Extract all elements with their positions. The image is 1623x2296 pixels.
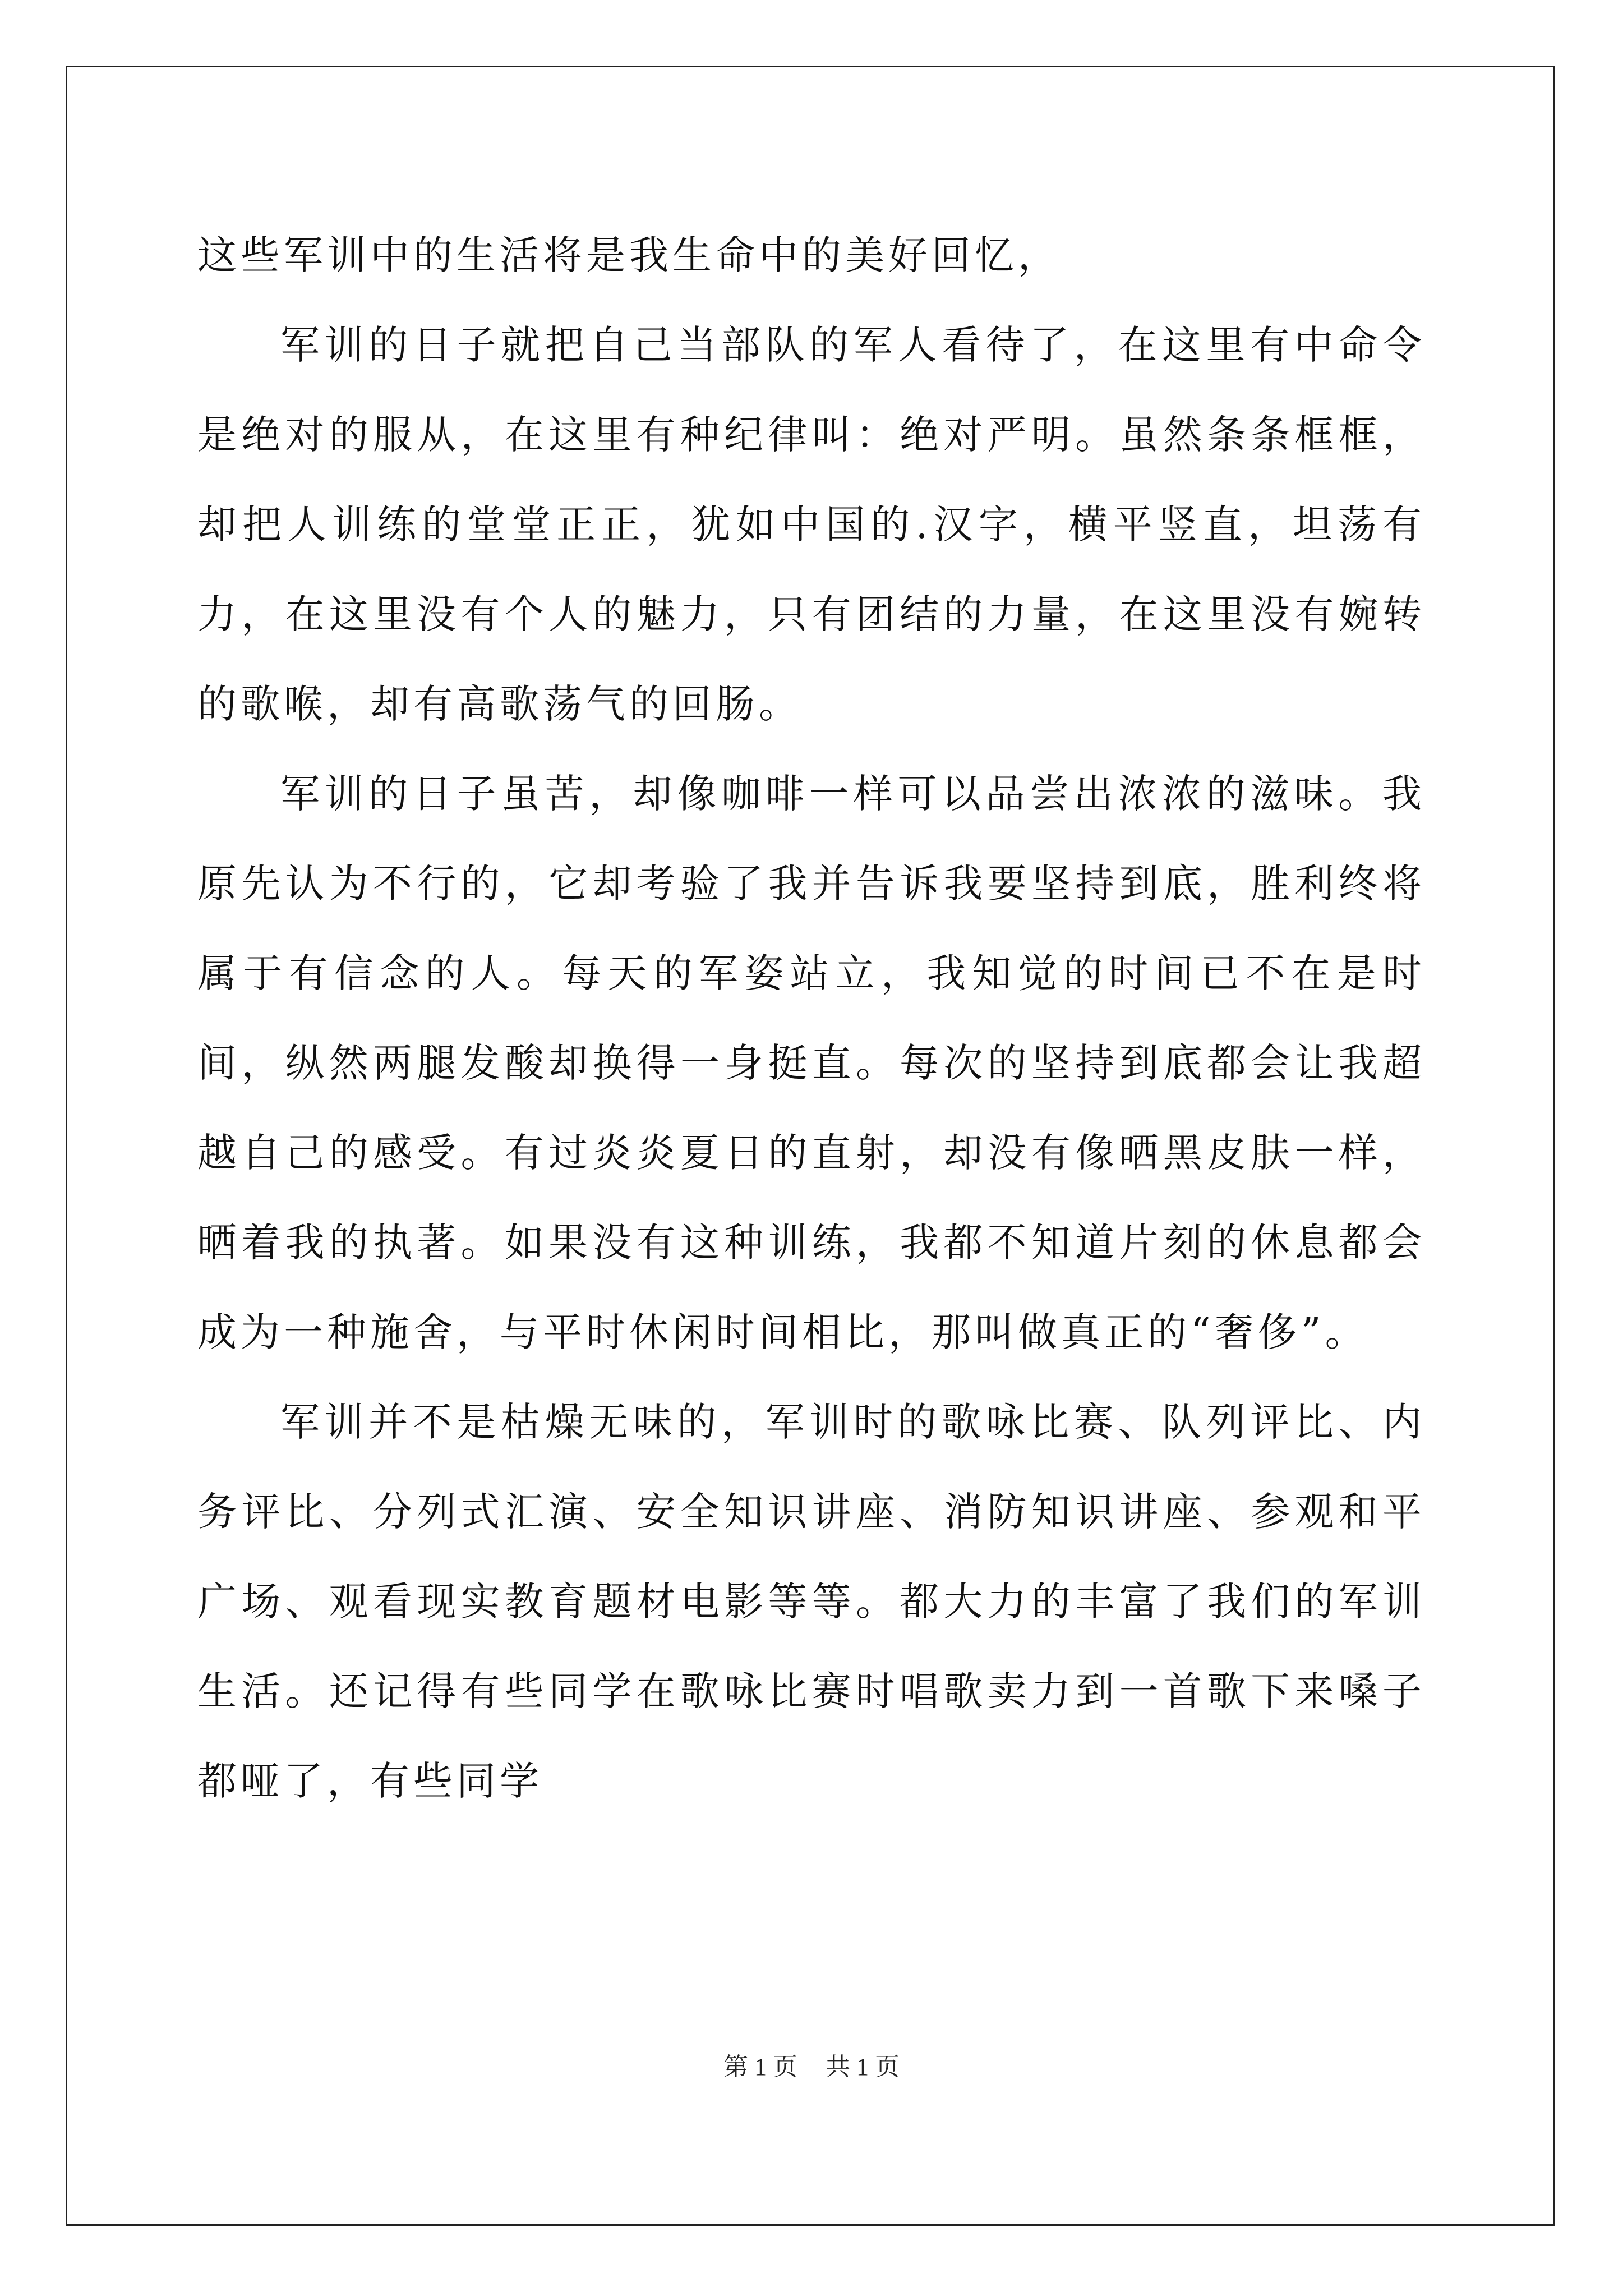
page-footer [0, 2050, 1623, 2084]
paragraph-2: 军训的日子就把自己当部队的军人看待了，在这里有中命令是绝对的服从，在这里有种纪律叫：绝对严明。虽然条条框框，却把人训练的堂堂正正，犹如中国的.汉字，横平竖直，坦荡有力，在这里没有个人的魅力，只有团结的力量，在这里没有婉转的歌喉，却有高歌荡气的回肠。 [197, 322, 1426, 727]
document-body [197, 210, 1426, 1826]
paragraph-1: 这些军训中的生活将是我生命中的美好回忆， [197, 232, 1061, 278]
page-number: 第 1 页 [723, 2053, 797, 2081]
paragraph-3: 军训的日子虽苦，却像咖啡一样可以品尝出浓浓的滋味。我原先认为不行的，它却考验了我并告诉我要坚持到底，胜利终将属于有信念的人。每天的军姿站立，我知觉的时间已不在是时间，纵然两腿发酸却换得一身挺直。每次的坚持到底都会让我超越自己的感受。有过炎炎夏日的直射，却没有像晒黑皮肤一样，晒着我的执著。如果没有这种训练，我都不知道片刻的休息都会成为一种施舍，与平时休闲时间相比，那叫做真正的“奢侈”。 [197, 771, 1426, 1355]
paragraph-4: 军训并不是枯燥无味的，军训时的歌咏比赛、队列评比、内务评比、分列式汇演、安全知识讲座、消防知识讲座、参观和平广场、观看现实教育题材电影等等。都大力的丰富了我们的军训生活。还记得有些同学在歌咏比赛时唱歌卖力到一首歌下来嗓子都哑了，有些同学 [197, 1399, 1426, 1804]
page-total: 共 1 页 [826, 2053, 900, 2081]
